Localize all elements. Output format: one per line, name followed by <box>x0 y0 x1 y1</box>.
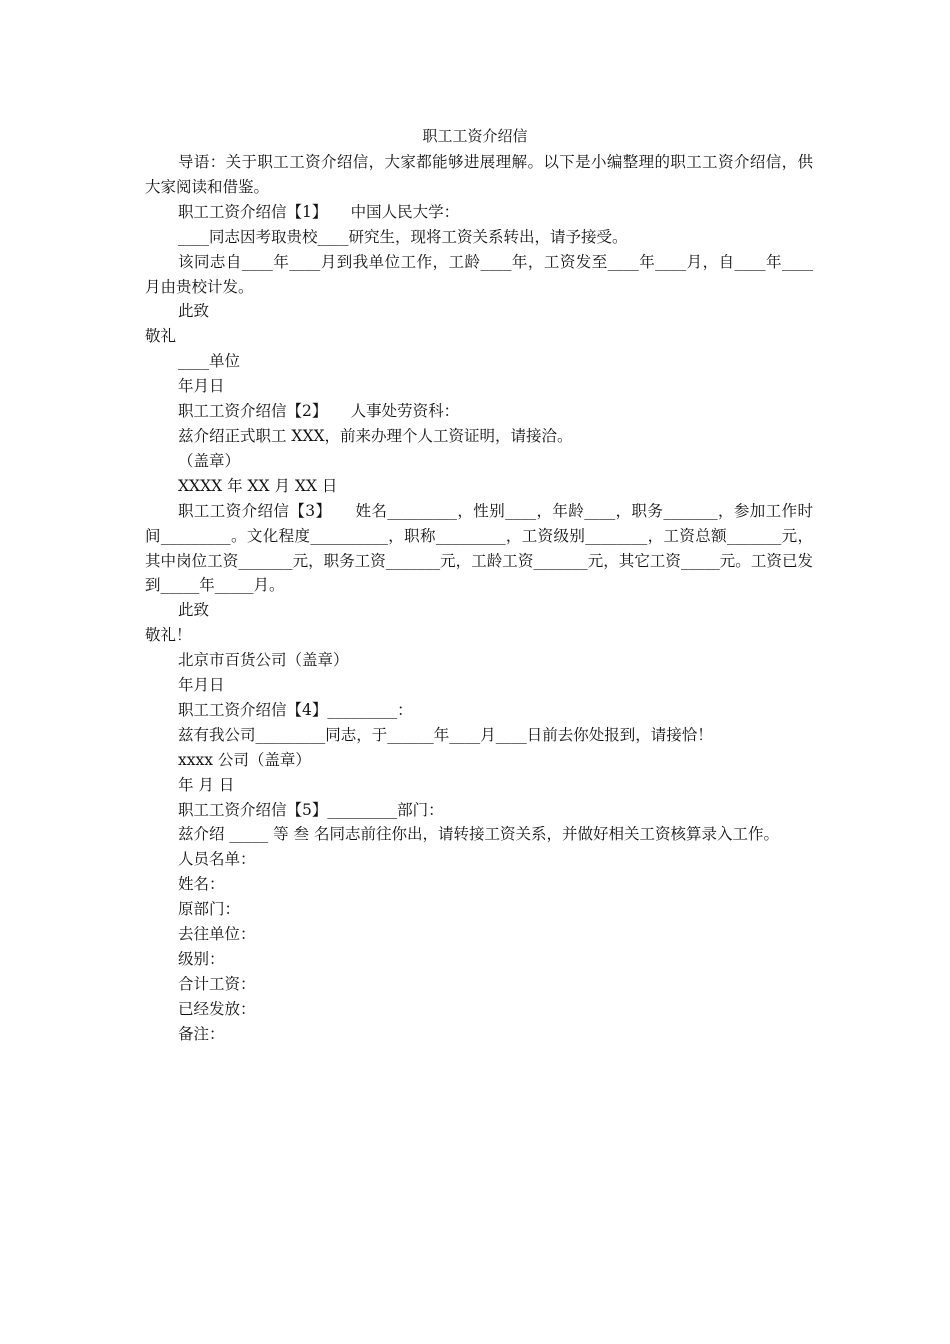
document-body <box>145 150 813 1047</box>
intro-paragraph: 导语：关于职工工资介绍信，大家都能够进展理解。以下是小编整理的职工工资介绍信，供大家阅读和借鉴。 <box>145 153 813 196</box>
field-name: 姓名： <box>178 875 225 894</box>
letter-3-signature: 北京市百货公司（盖章） <box>178 651 349 670</box>
letter-4-date: 年 月 日 <box>178 775 235 794</box>
personnel-list-label: 人员名单： <box>178 850 256 869</box>
letter-1-salutation: 敬礼 <box>145 327 177 346</box>
letter-1-body-line: ____同志因考取贵校____研究生，现将工资关系转出，请予接受。 <box>178 227 628 246</box>
field-grade: 级别： <box>178 950 225 968</box>
letter-5-body: 兹介绍 _____ 等 叁 名同志前往你出，请转接工资关系，并做好相关工资核算录入工作。 <box>178 825 779 844</box>
field-remarks: 备注： <box>178 1024 225 1043</box>
field-already-paid: 已经发放： <box>178 999 256 1018</box>
field-total-salary: 合计工资： <box>178 974 256 993</box>
letter-3-salutation: 敬礼！ <box>145 626 192 645</box>
letter-2-date: XXXX 年 XX 月 XX 日 <box>178 476 338 495</box>
letter-3-paragraph: 职工工资介绍信【3】 姓名_________，性别____，年龄____，职务_______，参加工作时间_________。文化程度__________，职称_________，工资级别________，工资总额_______元，其中岗位工资_______元，职务工资_______元，工龄工资_______元，其它工资_____元。工资已发到_____年_____月。 <box>145 501 813 595</box>
letter-4-body: 兹有我公司_________同志，于______年____月____日前去你处报到，请接恰！ <box>178 725 713 744</box>
letter-1-closing: 此致 <box>178 302 210 321</box>
letter-2-seal: （盖章） <box>178 451 241 470</box>
letter-4-signature: xxxx 公司（盖章） <box>178 750 311 769</box>
letter-1-date: 年月日 <box>178 377 225 396</box>
field-original-department: 原部门： <box>178 900 241 919</box>
letter-4-heading: 职工工资介绍信【4】_________： <box>178 700 413 719</box>
document-title: 职工工资介绍信 <box>422 127 528 145</box>
letter-2-body: 兹介绍正式职工 XXX，前来办理个人工资证明，请接洽。 <box>178 426 573 445</box>
letter-2-heading: 职工工资介绍信【2】 人事处劳资科： <box>178 402 460 421</box>
letter-1-body-paragraph: 该同志自____年____月到我单位工作，工龄____年，工资发至____年____月，自____年____月由贵校计发。 <box>145 252 813 296</box>
letter-5-heading: 职工工资介绍信【5】_________部门： <box>178 800 444 819</box>
field-destination-unit: 去往单位： <box>178 925 256 944</box>
letter-3-date: 年月日 <box>178 676 225 695</box>
letter-1-heading: 职工工资介绍信【1】 中国人民大学： <box>178 202 460 221</box>
letter-1-signature: ____单位 <box>178 352 241 371</box>
letter-3-closing: 此致 <box>178 601 210 620</box>
